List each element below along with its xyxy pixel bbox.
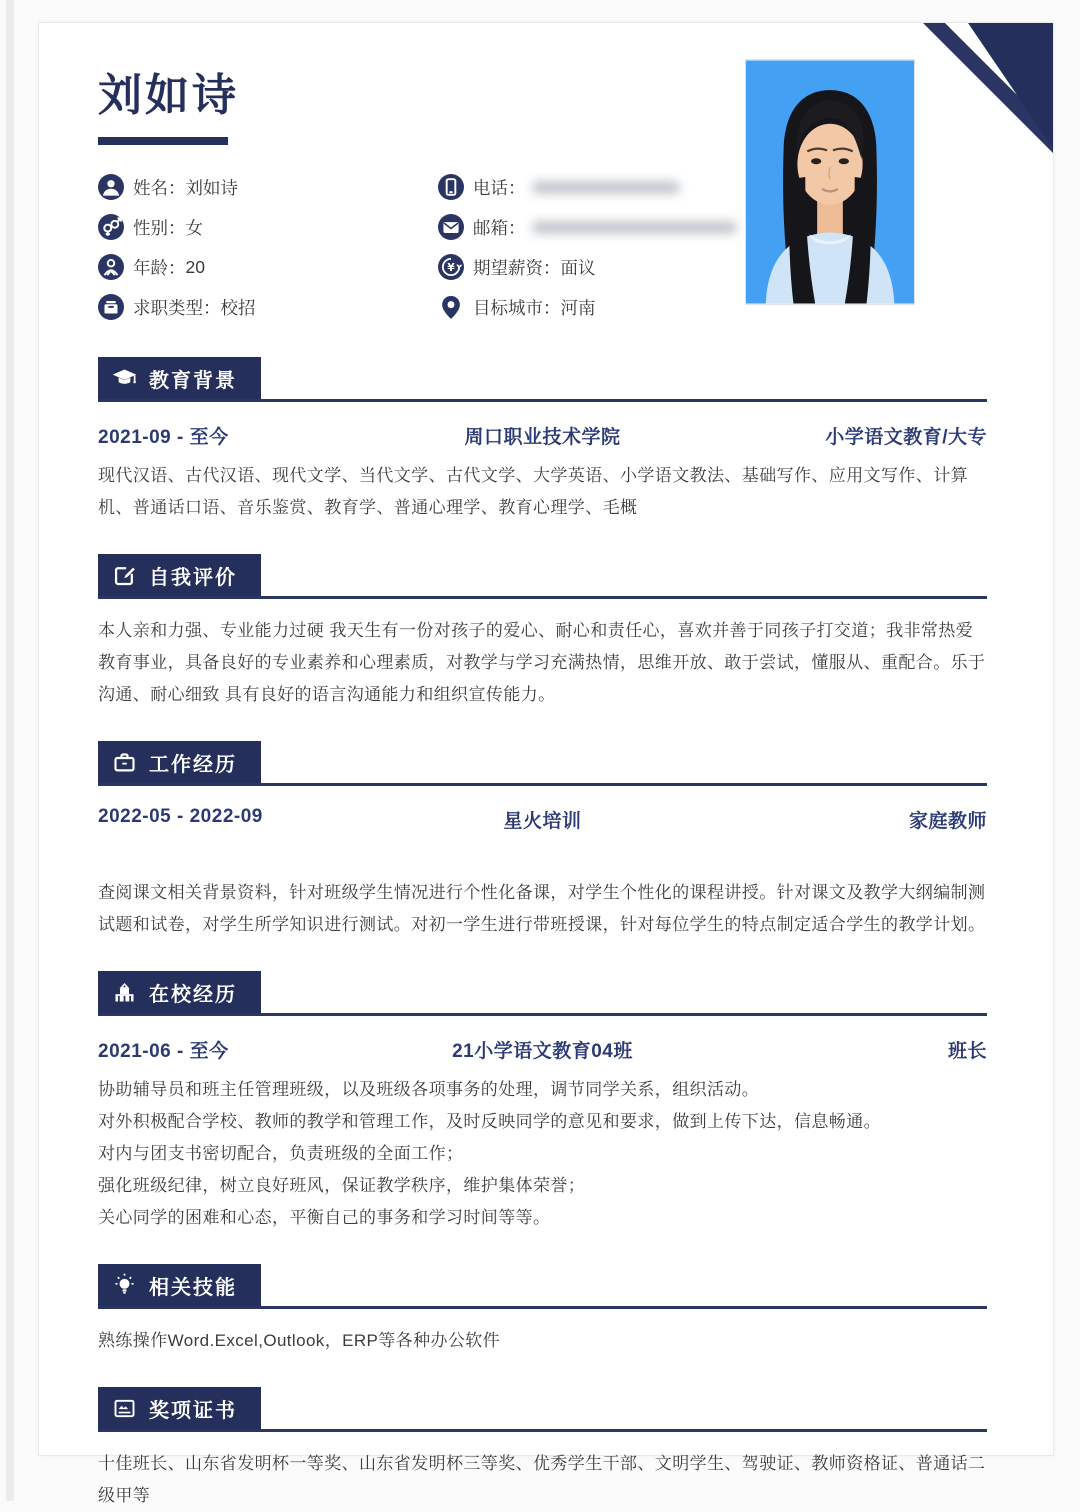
entry-role: 小学语文教育/大专 — [825, 427, 987, 448]
section-self-evaluation — [98, 554, 987, 711]
section-body — [98, 877, 987, 941]
paragraph: 本人亲和力强、专业能力过硬 我天生有一份对孩子的爱心、耐心和责任心，喜欢并善于同孩子打交道；我非常热爱教育事业，具备良好的专业素养和心理素质，对教学与学习充满热情，思维开放、敢于尝试，懂服从、重配合。乐于沟通、耐心细致 具有良好的语言沟通能力和组织宣传能力。 — [98, 621, 986, 704]
gender-icon — [98, 214, 124, 240]
section-title: 工作经历 — [149, 753, 237, 776]
name-underline-bar — [98, 137, 228, 145]
section-work-experience — [98, 741, 987, 941]
entry-role: 班长 — [947, 1041, 987, 1062]
section-header — [98, 554, 987, 599]
field-label: 姓名： — [133, 177, 186, 198]
work-entry — [98, 806, 987, 833]
school-icon — [111, 979, 138, 1006]
field-label: 邮箱： — [473, 217, 526, 238]
school-entry — [98, 1036, 987, 1063]
section-title: 奖项证书 — [149, 1399, 237, 1422]
svg-text:¥: ¥ — [447, 260, 455, 274]
candidate-name: 刘如诗 — [98, 71, 239, 120]
edit-icon — [111, 562, 138, 589]
salary-icon — [438, 254, 464, 280]
education-entry — [98, 422, 987, 449]
field-gender — [98, 207, 438, 247]
paragraph: 对外积极配合学校、教师的教学和管理工作，及时反映同学的意见和要求，做到上传下达，信息畅通。 — [98, 1112, 881, 1131]
section-header — [98, 357, 987, 402]
entry-organization: 周口职业技术学院 — [464, 427, 621, 448]
section-title: 自我评价 — [149, 566, 237, 589]
location-icon — [438, 294, 464, 320]
section-header — [98, 1264, 987, 1309]
email-value-redacted — [532, 221, 737, 234]
field-value: 面议 — [560, 257, 596, 278]
section-body — [98, 615, 987, 711]
paragraph: 现代汉语、古代汉语、现代文学、当代文学、古代文学、大学英语、小学语文教法、基础写作、应用文写作、计算机、普通话口语、音乐鉴赏、教育学、普通心理学、教育心理学、毛概 — [98, 466, 968, 517]
field-label: 年龄： — [133, 257, 186, 278]
age-icon — [98, 254, 124, 280]
phone-value-redacted — [532, 181, 680, 194]
briefcase-icon — [111, 749, 138, 776]
paragraph: 十佳班长、山东省发明杯一等奖、山东省发明杯三等奖、优秀学生干部、文明学生、驾驶证、教师资格证、普通话二级甲等 — [98, 1454, 986, 1505]
email-icon — [438, 214, 464, 240]
section-header — [98, 1387, 987, 1432]
section-skills — [98, 1264, 987, 1357]
section-school-experience — [98, 971, 987, 1234]
paragraph: 关心同学的困难和心态，平衡自己的事务和学习时间等等。 — [98, 1208, 551, 1227]
field-label: 目标城市： — [473, 297, 561, 318]
section-awards — [98, 1387, 987, 1512]
section-title: 教育背景 — [149, 369, 237, 392]
section-body — [98, 460, 987, 524]
field-value: 刘如诗 — [185, 177, 238, 198]
profile-header — [98, 23, 987, 327]
field-email — [438, 207, 758, 247]
bulb-icon — [111, 1272, 138, 1299]
entry-period: 2021-09 - 至今 — [98, 427, 229, 448]
paragraph: 强化班级纪律，树立良好班风，保证教学秩序，维护集体荣誉； — [98, 1176, 586, 1195]
paragraph: 对内与团支书密切配合，负责班级的全面工作； — [98, 1144, 464, 1163]
field-value: 校招 — [220, 297, 256, 318]
profile-info-right — [438, 167, 758, 327]
field-name — [98, 167, 438, 207]
user-icon — [98, 174, 124, 200]
entry-organization: 星火培训 — [503, 811, 582, 832]
profile-info-left — [98, 167, 438, 327]
section-title: 在校经历 — [149, 983, 237, 1006]
field-salary — [438, 247, 758, 287]
field-value: 女 — [185, 217, 203, 238]
field-value: 河南 — [560, 297, 596, 318]
field-age — [98, 247, 438, 287]
paragraph: 熟练操作Word.Excel,Outlook，ERP等各种办公软件 — [98, 1331, 501, 1350]
section-title: 相关技能 — [149, 1276, 237, 1299]
field-label: 电话： — [473, 177, 526, 198]
entry-role: 家庭教师 — [908, 811, 987, 832]
graduation-cap-icon — [111, 365, 138, 392]
certificate-icon — [111, 1395, 138, 1422]
paragraph: 协助辅导员和班主任管理班级，以及班级各项事务的处理，调节同学关系，组织活动。 — [98, 1080, 760, 1099]
entry-period: 2021-06 - 至今 — [98, 1041, 229, 1062]
section-education — [98, 357, 987, 524]
section-header — [98, 741, 987, 786]
phone-icon — [438, 174, 464, 200]
entry-organization: 21小学语文教育04班 — [452, 1041, 633, 1062]
field-target-city — [438, 287, 758, 327]
field-value: 20 — [185, 256, 205, 277]
field-label: 期望薪资： — [473, 257, 561, 278]
profile-info-grid — [98, 167, 758, 327]
entry-period: 2022-05 - 2022-09 — [98, 806, 263, 827]
field-phone — [438, 167, 758, 207]
section-body — [98, 1325, 987, 1357]
paragraph: 查阅课文相关背景资料，针对班级学生情况进行个性化备课，对学生个性化的课程讲授。针对课文及教学大纲编制测试题和试卷，对学生所学知识进行测试。对初一学生进行带班授课，针对每位学生的特点制定适合学生的教学计划。 — [98, 883, 986, 934]
id-photo — [745, 59, 915, 305]
field-job-type — [98, 287, 438, 327]
section-body — [98, 1448, 987, 1512]
resume-page — [38, 22, 1054, 1505]
section-body — [98, 1074, 987, 1234]
section-header — [98, 971, 987, 1016]
job-type-icon — [98, 294, 124, 320]
field-label: 求职类型： — [133, 297, 221, 318]
field-label: 性别： — [133, 217, 186, 238]
